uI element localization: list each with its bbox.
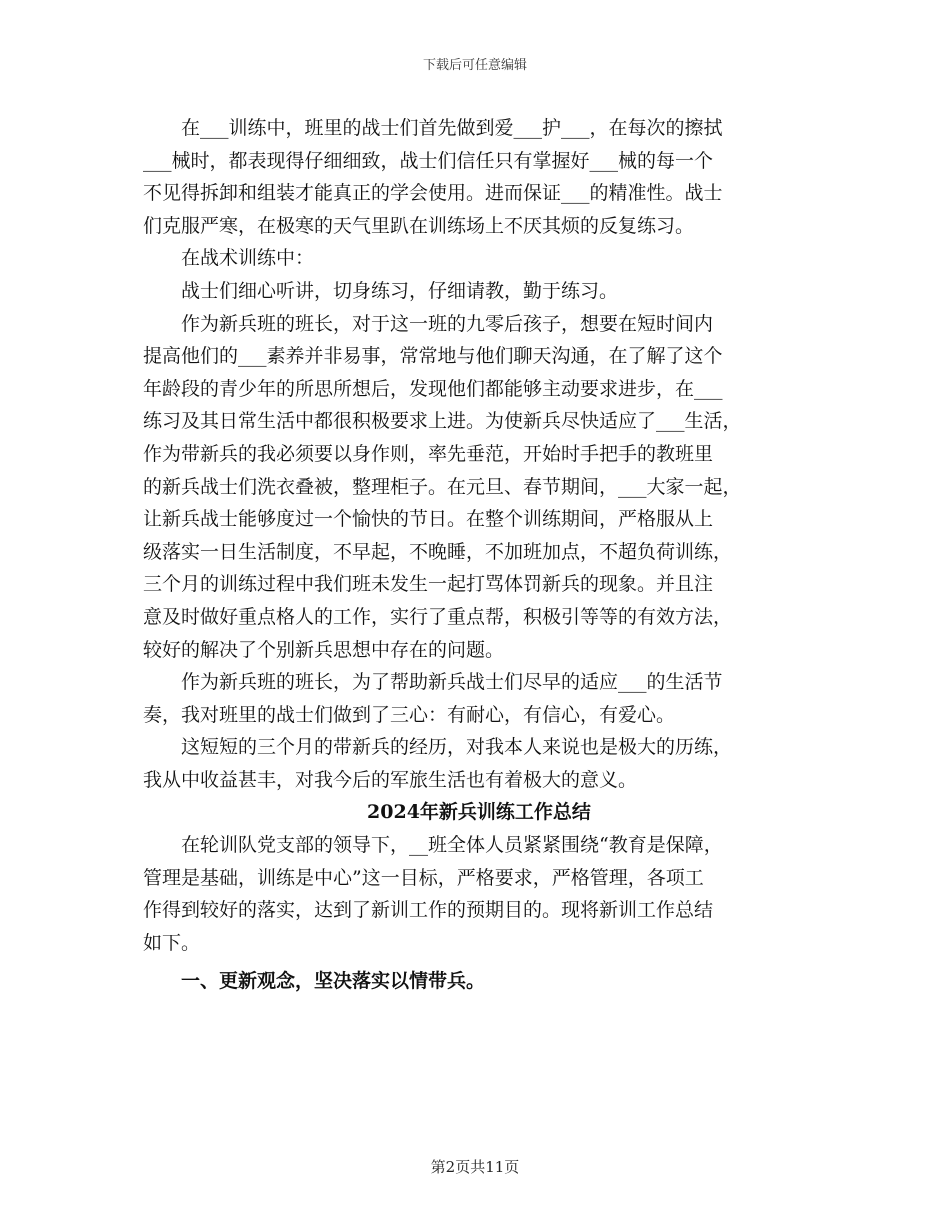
paragraph-training <box>143 112 815 242</box>
text-line: 的新兵战士们洗衣叠被，整理柜子。在元旦、春节期间，___大家一起， <box>143 475 742 498</box>
text-line: 作为带新兵的我必须要以身作则，率先垂范，开始时手把手的教班里 <box>143 442 714 465</box>
text-line: 让新兵战士能够度过一个愉快的节日。在整个训练期间，严格服从上 <box>143 508 714 531</box>
text-line: 作得到较好的落实，达到了新训工作的预期目的。现将新训工作总结 <box>143 899 714 922</box>
text-line: 如下。 <box>143 931 201 954</box>
text-line: 级落实一日生活制度，不早起，不晚睡，不加班加点，不超负荷训练， <box>143 540 733 563</box>
page-footer: 第2页共11页 <box>430 1158 520 1176</box>
text-line: 不见得拆卸和组装才能真正的学会使用。进而保证___的精准性。战士 <box>143 182 723 205</box>
page-header: 下载后可任意编辑 <box>422 58 527 73</box>
paragraph-tactical-heading <box>143 242 815 275</box>
text-line: 作为新兵班的班长，对于这一班的九零后孩子，想要在短时间内 <box>181 312 714 335</box>
paragraph-tactical-detail <box>143 275 815 308</box>
paragraph-group <box>143 112 815 796</box>
paragraph-experience <box>143 731 815 796</box>
text-line: 管理是基础，训练是中心”这一目标，严格要求，严格管理，各项工 <box>143 866 704 889</box>
text-line: 我从中收益甚丰，对我今后的军旅生活也有着极大的意义。 <box>143 768 638 791</box>
text-line: ___械时，都表现得仔细细致，战士们信任只有掌握好___械的每一个 <box>143 149 714 172</box>
section-title: 2024年新兵训练工作总结 <box>367 801 591 824</box>
document-body <box>143 112 815 998</box>
text-line: 们克服严寒，在极寒的天气里趴在训练场上不厌其烦的反复练习。 <box>143 214 695 237</box>
text-line: 年龄段的青少年的所思所想后，发现他们都能够主动要求进步，在___ <box>143 377 723 400</box>
text-line: 奏，我对班里的战士们做到了三心：有耐心，有信心，有爱心。 <box>143 703 676 726</box>
text-line: 提高他们的___素养并非易事，常常地与他们聊天沟通，在了解了这个 <box>143 345 723 368</box>
paragraph-summary-intro <box>143 829 815 959</box>
text-line: 战士们细心听讲，切身练习，仔细请教，勤于练习。 <box>181 279 619 302</box>
text-line: 在战术训练中： <box>181 247 315 270</box>
text-line: 在___训练中，班里的战士们首先做到爱___护___，在每次的擦拭 <box>181 117 723 139</box>
text-line: 这短短的三个月的带新兵的经历，对我本人来说也是极大的历练， <box>181 736 733 759</box>
text-line: 练习及其日常生活中都很积极要求上进。为使新兵尽快适应了___生活， <box>143 410 742 433</box>
text-line: 较好的解决了个别新兵思想中存在的问题。 <box>143 638 505 661</box>
paragraph-squad-leader <box>143 308 815 667</box>
text-line: 三个月的训练过程中我们班未发生一起打骂体罚新兵的现象。并且注 <box>143 573 714 596</box>
text-line: 意及时做好重点格人的工作，实行了重点帮，积极引等等的有效方法， <box>143 605 733 628</box>
text-line: 作为新兵班的班长，为了帮助新兵战士们尽早的适应___的生活节 <box>181 671 723 694</box>
text-line: 在轮训队党支部的领导下，__班全体人员紧紧围绕“教育是保障， <box>181 834 723 857</box>
paragraph-three-hearts <box>143 666 815 731</box>
heading-level-one: 一、更新观念，坚决落实以情带兵。 <box>181 970 486 993</box>
